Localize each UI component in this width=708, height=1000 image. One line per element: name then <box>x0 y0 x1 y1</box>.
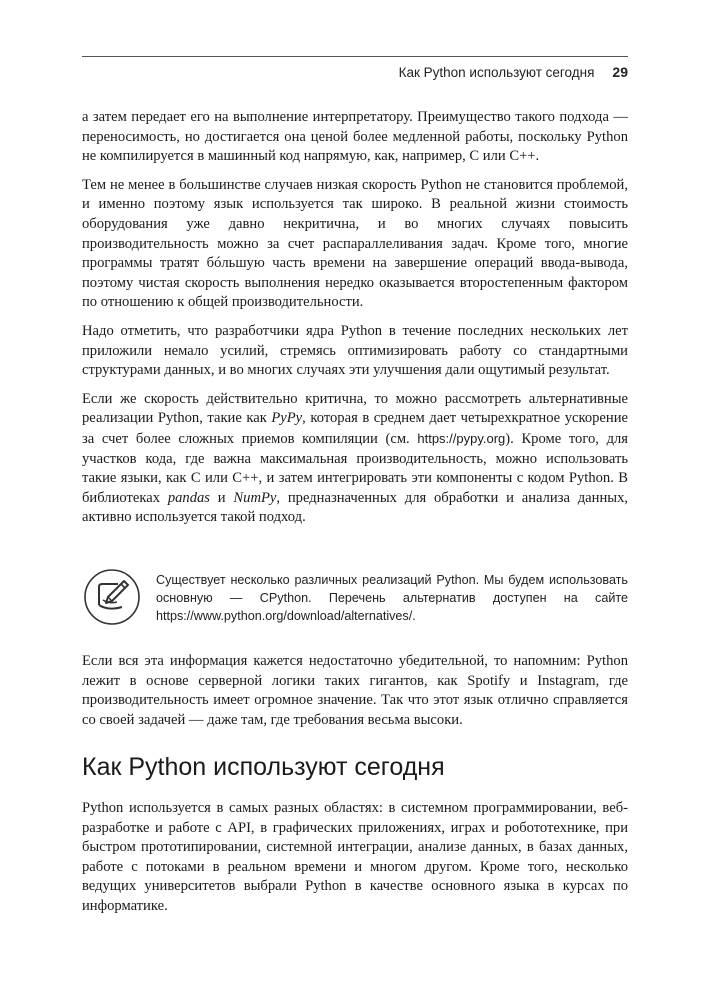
running-title: Как Python используют сегодня <box>398 64 595 80</box>
body-text-after-note <box>82 652 628 739</box>
paragraph-2: Тем не менее в большинстве случаев низкая скорость Python не становится проблемой, и именно поэтому язык используется так широко. В реальной жизни стоимость оборудования уже давно некритична, и во многих случаях повысить производительность можно за счет распараллеливания задач. Кроме того, многие программы тратят бóльшую часть времени на завершение операций ввода-вывода, поэтому чистая скорость выполнения нередко оказывается второстепенным фактором по отношению к общей производительности. <box>82 176 628 311</box>
paragraph-4-part-3: ). Кроме того, для участков кода, где важна максимальная производительность, можно использовать такие языки, как C или C++, и затем интегрировать эти компоненты с кодом Python. В библиотеках <box>82 430 628 506</box>
pypy-term: PyPy <box>271 410 303 427</box>
paragraph-4-part-2: , которая в среднем дает четырехкратное ускорение за счет более сложных приемов компиляции (см. <box>82 410 628 447</box>
section-paragraph: Python используется в самых разных областях: в системном программировании, веб-разработке и работе с API, в графических приложениях, играх и робототехнике, при быстром прототипировании, системной интеграции, анализе данных, в базах данных, работе с потоками в реальном времени и многом другом. Кроме того, несколько ведущих университетов выбрали Python в качестве основного языка в курсах по информатике. <box>82 800 628 914</box>
page-number: 29 <box>612 64 628 80</box>
paragraph-4-part-1: Если же скорость действительно критична, то можно рассмотреть альтернативные реализации Python, такие как <box>82 390 628 427</box>
note-box <box>82 567 628 633</box>
note-text: Существует несколько различных реализаций Python. Мы будем использовать основную — CPython. Перечень альтернатив доступен на сайте https://www.python.org/download/alternatives/. <box>156 573 628 623</box>
running-head <box>399 62 628 82</box>
paragraph-4-and: и <box>209 489 234 506</box>
section-heading: Как Python используют сегодня <box>82 753 445 781</box>
paragraph-5: Если вся эта информация кажется недостаточно убедительной, то напомним: Python лежит в основе серверной логики таких гигантов, как Spotify и Instagram, где производительность имеет огромное значение. Так что этот язык отлично справляется со своей задачей — даже там, где требования весьма высоки. <box>82 653 628 728</box>
numpy-term: NumPy <box>233 489 277 506</box>
pandas-term: pandas <box>167 489 210 506</box>
pypy-link[interactable]: https://pypy.org <box>417 430 506 446</box>
paragraph-3: Надо отметить, что разработчики ядра Python в течение последних нескольких лет приложили немало усилий, стремясь оптимизировать работу со стандартными структурами данных, и во многих случаях эти улучшения дали ощутимый результат. <box>82 322 628 379</box>
header-rule <box>82 56 628 57</box>
paragraph-1: а затем передает его на выполнение интерпретатору. Преимущество такого подхода — переносимость, но достигается она ценой более медленной работы, поскольку Python не компилируется в машинный код напрямую, как, например, C или C++. <box>82 109 628 165</box>
pen-note-icon <box>82 567 142 627</box>
paragraph-4-part-4: , предназначенных для обработки и анализа данных, активно используется такой подход. <box>82 489 629 526</box>
paragraph-4 <box>82 390 628 528</box>
section-body <box>82 799 628 926</box>
body-text <box>82 108 628 537</box>
